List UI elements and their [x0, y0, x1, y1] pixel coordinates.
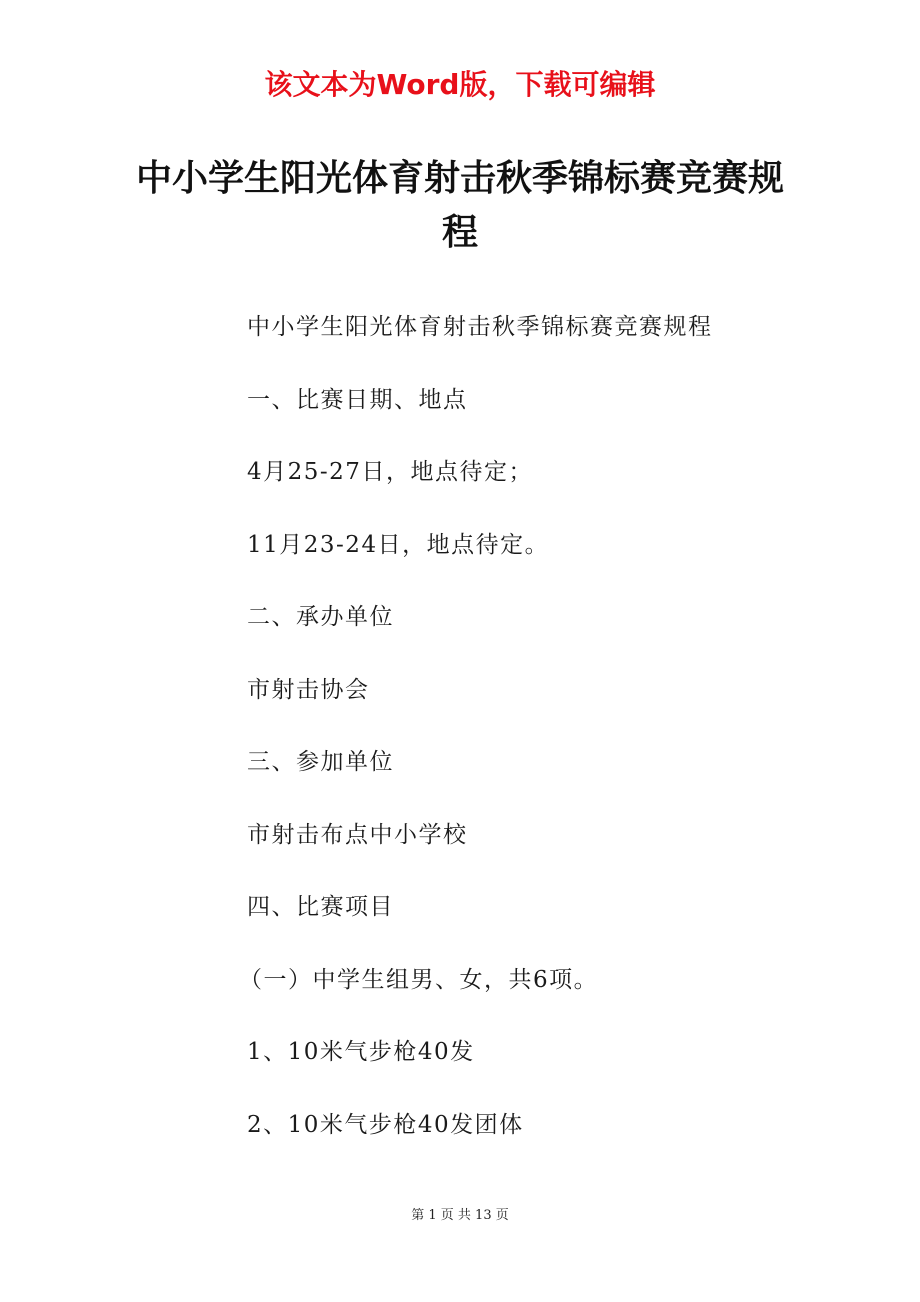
- document-title: 中小学生阳光体育射击秋季锦标赛竞赛规程: [135, 158, 784, 253]
- section-heading-organizer: 二、承办单位: [247, 604, 394, 630]
- body-line-participants: 市射击布点中小学校: [247, 821, 468, 848]
- page-number-footer: 第 1 页 共 13 页: [411, 1208, 509, 1223]
- body-line-intro: 中小学生阳光体育射击秋季锦标赛竞赛规程: [247, 314, 713, 340]
- list-item-event-1: 1、10米气步枪40发: [247, 1039, 475, 1065]
- subsection-heading-middle-school: （一）中学生组男、女，共6项。: [239, 966, 599, 993]
- section-heading-date-location: 一、比赛日期、地点: [247, 386, 468, 413]
- download-banner: 该文本为Word版，下载可编辑: [264, 68, 656, 101]
- list-item-event-2: 2、10米气步枪40发团体: [247, 1111, 524, 1138]
- section-heading-participants: 三、参加单位: [247, 749, 394, 775]
- body-line-date-2: 11月23-24日，地点待定。: [247, 531, 550, 558]
- body-line-date-1: 4月25-27日，地点待定；: [247, 459, 533, 485]
- document-body: [239, 305, 867, 1175]
- body-line-organizer: 市射击协会: [247, 676, 370, 703]
- section-heading-events: 四、比赛项目: [247, 894, 394, 920]
